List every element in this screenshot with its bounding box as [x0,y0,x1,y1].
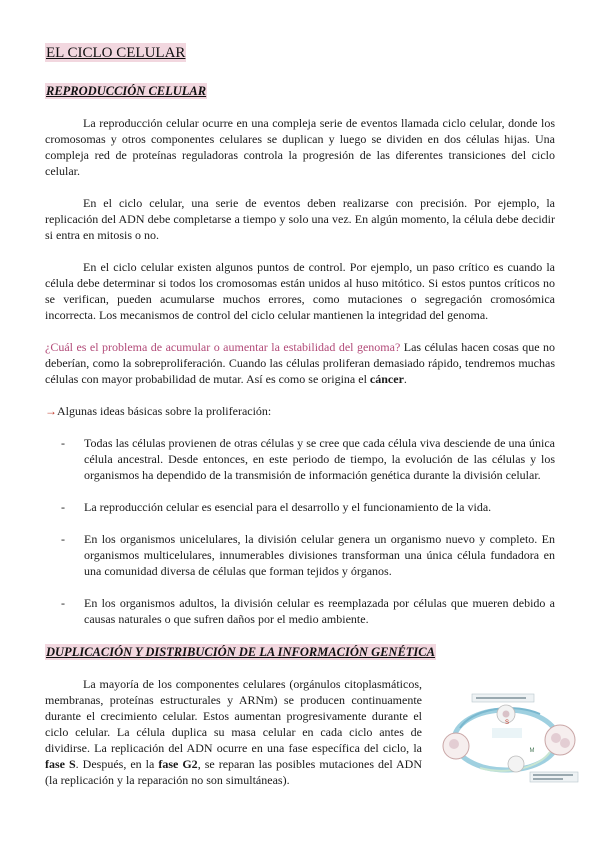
answer-text: Las células hacen cosas que no deberían, como la sobreproliferación. Cuando las células proliferan demasiado rápido, tendremos muchas células con mayor probabilidad de mutar. Así es como se origina el [45,340,555,386]
cell-bottom-icon [508,756,524,772]
cell-right-icon [545,725,575,755]
cancer-word: cáncer [369,372,404,386]
cell-cycle-diagram [430,688,582,788]
page-title: EL CICLO CELULAR [46,45,186,61]
document-page [45,40,555,788]
text-run: , se reparan las posibles mutaciones del ADN (la replicación y la reparación no son simultáneas). [45,757,422,787]
cell-cycle-figure [430,688,582,788]
arrow-icon: → [45,404,57,418]
paragraph-3: En el ciclo celular existen algunos puntos de control. Por ejemplo, un paso crítico es cuando la célula debe determinar si todos los cromosomas están unidos al huso mitótico. Si estos puntos críticos no se verifican, pueden acumularse muchos errores, como mutaciones o segregación cromosómica incorrecta. Los mecanismos de control del ciclo celular mantienen la integridad del genoma. [45,260,555,322]
ideas-list [45,435,555,627]
section-heading: DUPLICACIÓN Y DISTRIBUCIÓN DE LA INFORMACIÓN GENÉTICA [46,645,435,659]
section-heading-duplicacion [45,644,555,660]
question-paragraph [45,339,555,387]
text-run: La mayoría de los componentes celulares (orgánulos citoplasmáticos, membranas, proteínas estructurales y ARNm) se producen continuamente durante el crecimiento celular. Estos aumentan progresivamente durante el ciclo celular. La célula duplica su masa celular en cada ciclo antes de dividirse. La replicación del ADN ocurre en una fase específica del ciclo, la [45,677,422,755]
list-item: - Todas las células provienen de otras células y se cree que cada célula viva desciende de una única célula ancestral. Desde entonces, en este periodo de tiempo, la evolución de las células y los organismos ha dependido de la transmisión de información genética durante la división celular. [45,435,555,483]
list-item: - En los organismos unicelulares, la división celular genera un organismo nuevo y completo. En organismos multicelulares, innumerables divisiones transforman una única célula fundadora en una comunidad diversa de células que forman tejidos y órganos. [45,531,555,579]
phase-s-label: S [504,720,510,726]
paragraph-2: En el ciclo celular, una serie de eventos deben realizarse con precisión. Por ejemplo, la replicación del ADN debe completarse a tiempo y solo una vez. En algún momento, la célula debe decidir si entra en mitosis o no. [45,196,555,242]
paragraph-1: La reproducción celular ocurre en una compleja serie de eventos llamada ciclo celular, donde los cromosomas y otros componentes celulares se duplican y luego se dividen en dos células hijas. Una compleja red de proteínas reguladoras controla la progresión de las diferentes transiciones del ciclo celular. [45,116,555,178]
question-text: ¿Cuál es el problema de acumular o aumentar la estabilidad del genoma? [45,340,401,354]
cell-left-icon [443,733,469,759]
ideas-label: Algunas ideas básicas sobre la proliferación: [57,404,272,418]
ideas-intro [45,403,555,419]
paragraph-duplicacion [45,676,422,788]
title-block [45,43,555,62]
fase-s-term: fase S [45,757,76,771]
phase-m-label: M [529,748,535,754]
list-item: - En los organismos adultos, la división celular es reemplazada por células que mueren debido a causas naturales o que sufren daños por el medio ambiente. [45,595,555,627]
section-heading-reproduccion [45,83,555,99]
section-heading: REPRODUCCIÓN CELULAR [46,84,207,98]
answer-end: . [403,372,407,386]
list-item: - La reproducción celular es esencial para el desarrollo y el funcionamiento de la vida. [45,499,555,515]
fase-g2-term: fase G2 [158,757,198,771]
text-run: . Después, en la [75,757,159,771]
diagram-bottom-label-box [530,772,578,782]
